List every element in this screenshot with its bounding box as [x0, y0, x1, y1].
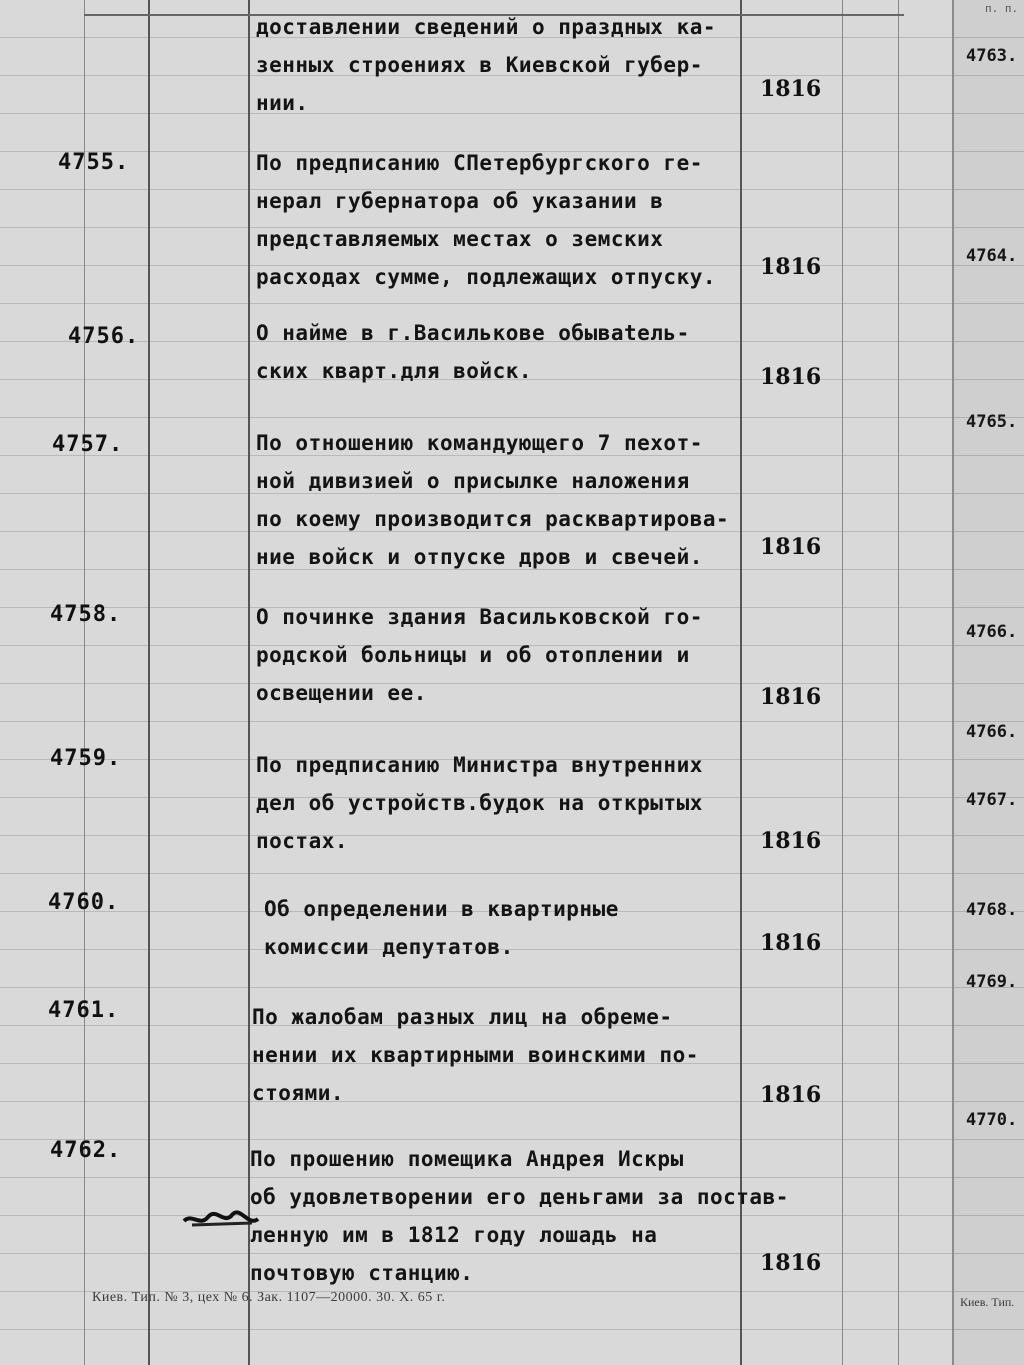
text-line: По жалобам разных лиц на обреме-: [252, 1005, 673, 1029]
text-line: По предписанию Министра внутренних: [256, 753, 703, 777]
text-line: зенных строениях в Киевской губер-: [256, 53, 703, 77]
text-line: нении их квартирными воинскими по-: [252, 1043, 699, 1067]
next-page-number: 4770.: [966, 1110, 1018, 1130]
text-line: доставлении сведений о праздных ка-: [256, 15, 717, 39]
entry-year: 1816: [760, 930, 822, 956]
entry-number: 4762.: [50, 1138, 122, 1163]
text-line: об удовлетворении его деньгами за постав-: [250, 1185, 789, 1209]
print-footer: Киев. Тип. № 3, цех № 6. Зак. 1107—20000. 30. X. 65 г.: [92, 1290, 446, 1305]
text-line: почтовую станцию.: [250, 1261, 474, 1285]
next-page-edge: [952, 0, 1024, 1365]
entry-year: 1816: [760, 534, 822, 560]
entry-number: 4759.: [50, 746, 122, 771]
entry-year: 1816: [760, 684, 822, 710]
text-line: По прошению помещика Андрея Искры: [250, 1147, 684, 1171]
column-rule: [842, 0, 843, 1365]
next-page-number: 4766.: [966, 722, 1018, 742]
text-line: О починке здания Васильковской го-: [256, 605, 703, 629]
next-page-number: 4766.: [966, 622, 1018, 642]
entry-year: 1816: [760, 1082, 822, 1108]
next-page-number: 4765.: [966, 412, 1018, 432]
text-line: представляемых местах о земских: [256, 227, 664, 251]
next-page-header: п. п.: [985, 2, 1019, 15]
ink-scribble: [182, 1205, 262, 1233]
next-page-number: 4768.: [966, 900, 1018, 920]
text-line: нии.: [256, 91, 309, 115]
entry-text: [256, 314, 736, 390]
entry-year: 1816: [760, 76, 822, 102]
text-line: ских кварт.для войск.: [256, 359, 533, 383]
text-line: родской больницы и об отоплении и: [256, 643, 690, 667]
text-line: ние войск и отпуске дров и свечей.: [256, 545, 703, 569]
entry-text: [252, 998, 732, 1112]
entry-number: 4757.: [52, 432, 124, 457]
entry-year: 1816: [760, 1250, 822, 1276]
entry-text: [250, 1140, 820, 1292]
entry-number: 4758.: [50, 602, 122, 627]
next-page-number: 4767.: [966, 790, 1018, 810]
text-line: Об определении в квартирные: [264, 897, 619, 921]
text-line: По отношению командующего 7 пехот-: [256, 431, 703, 455]
entry-year: 1816: [760, 364, 822, 390]
text-line: О найме в г.Василькове обывatель-: [256, 321, 690, 345]
next-page-number: 4764.: [966, 246, 1018, 266]
text-line: стоями.: [252, 1081, 345, 1105]
text-line: нерал губернатора об указании в: [256, 189, 664, 213]
text-line: ной дивизией о присылке наложения: [256, 469, 690, 493]
next-page-footer: Киев. Тип.: [960, 1295, 1015, 1309]
entry-text: [256, 424, 736, 576]
entry-text: [256, 598, 736, 712]
text-line: По предписанию СПетербургского ге-: [256, 151, 703, 175]
entry-year: 1816: [760, 254, 822, 280]
entry-year: 1816: [760, 828, 822, 854]
entry-number: 4756.: [68, 324, 140, 349]
text-line: ленную им в 1812 году лошадь на: [250, 1223, 658, 1247]
next-page-number: 4769.: [966, 972, 1018, 992]
text-line: постах.: [256, 829, 349, 853]
text-line: расходах сумме, подлежащих отпуску.: [256, 265, 717, 289]
text-line: дел об устройств.будок на открытых: [256, 791, 703, 815]
entry-number: 4755.: [58, 150, 130, 175]
entry-number: 4761.: [48, 998, 120, 1023]
text-line: по коему производится расквартирова-: [256, 507, 730, 531]
text-line: освещении ее.: [256, 681, 427, 705]
next-page-number: 4763.: [966, 46, 1018, 66]
column-rule: [898, 0, 899, 1365]
entry-text: [256, 746, 736, 860]
continuation-text: [256, 8, 736, 122]
text-line: комиссии депутатов.: [264, 935, 514, 959]
entry-text: [256, 144, 736, 296]
entry-number: 4760.: [48, 890, 120, 915]
entry-text: [264, 890, 744, 966]
